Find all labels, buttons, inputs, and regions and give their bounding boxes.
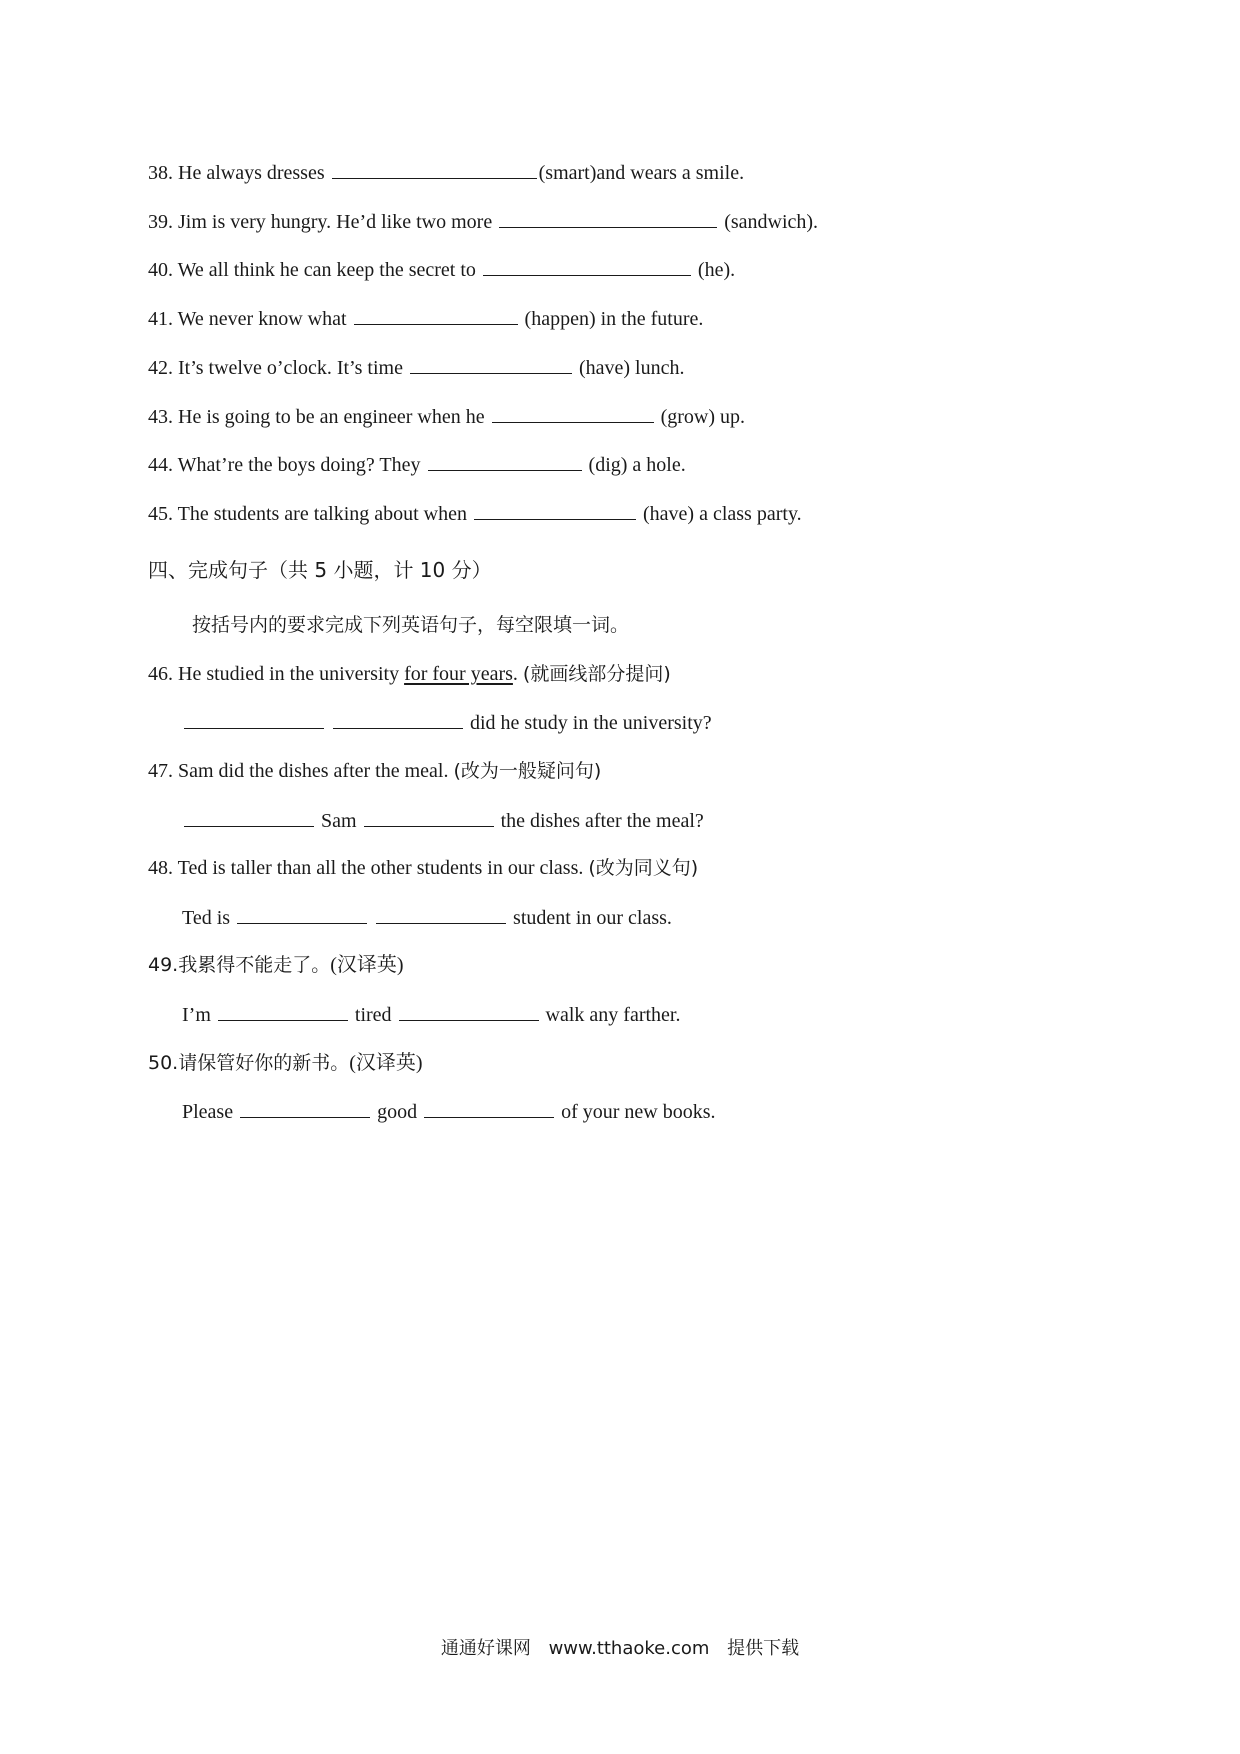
answer-blank[interactable] (240, 1097, 370, 1118)
question-instruction: (汉译英) (330, 954, 404, 976)
answer-blank[interactable] (474, 499, 636, 520)
question-text: 47. Sam did the dishes after the meal. (148, 760, 454, 782)
question-text: 40. We all think he can keep the secret to (148, 259, 481, 281)
answer-blank[interactable] (333, 708, 463, 729)
question-41 (148, 304, 703, 333)
question-46 (148, 660, 671, 688)
answer-blank[interactable] (184, 806, 314, 827)
question-text: 44. What’re the boys doing? They (148, 454, 426, 476)
question-text-suffix: . (512, 663, 523, 685)
answer-blank[interactable] (483, 255, 691, 276)
question-text: 43. He is going to be an engineer when he (148, 406, 490, 428)
question-instruction: (就画线部分提问) (522, 663, 671, 685)
answer-text: the dishes after the meal? (495, 810, 704, 832)
question-38 (148, 158, 744, 187)
answer-text: student in our class. (508, 907, 672, 929)
question-text: 42. It’s twelve o’clock. It’s time (148, 357, 408, 379)
answer-text: did he study in the university? (465, 712, 712, 734)
page-footer (0, 1634, 1240, 1660)
question-hint: (have) a class party. (638, 503, 802, 525)
answer-line-46 (182, 708, 712, 737)
answer-blank[interactable] (424, 1097, 554, 1118)
answer-text: walk any farther. (540, 1004, 681, 1026)
answer-line-50 (182, 1097, 716, 1126)
answer-line-47 (182, 806, 704, 835)
footer-site-name: 通通好课网 (440, 1638, 531, 1659)
answer-blank[interactable] (376, 903, 506, 924)
answer-blank[interactable] (237, 903, 367, 924)
answer-blank[interactable] (499, 207, 717, 228)
section-instruction: 按括号内的要求完成下列英语句子，每空限填一词。 (192, 614, 630, 636)
question-text: 49.我累得不能走了。 (148, 954, 331, 976)
footer-url[interactable]: www.tthaoke.com (548, 1638, 710, 1659)
question-47 (148, 757, 601, 785)
underlined-phrase: for four years (404, 663, 513, 685)
answer-line-48 (182, 903, 672, 932)
answer-blank[interactable] (218, 1000, 348, 1021)
question-44 (148, 450, 686, 479)
question-43 (148, 402, 745, 431)
question-instruction: (汉译英) (349, 1052, 423, 1074)
answer-text: I’m (182, 1004, 216, 1026)
answer-blank[interactable] (410, 353, 572, 374)
answer-blank[interactable] (492, 402, 654, 423)
answer-blank[interactable] (184, 708, 324, 729)
footer-tagline: 提供下载 (727, 1638, 800, 1659)
question-40 (148, 255, 735, 284)
question-text: 41. We never know what (148, 308, 352, 330)
question-hint: (grow) up. (655, 406, 746, 428)
answer-blank[interactable] (399, 1000, 539, 1021)
question-text: 45. The students are talking about when (148, 503, 473, 525)
question-hint: (dig) a hole. (583, 454, 686, 476)
question-instruction: (改为一般疑问句) (453, 760, 602, 782)
question-hint: (have) lunch. (573, 357, 685, 379)
answer-text: good (372, 1101, 423, 1123)
question-hint: (sandwich). (719, 211, 819, 233)
answer-text: Please (182, 1101, 239, 1123)
question-42 (148, 353, 684, 382)
question-hint: (he). (692, 259, 736, 281)
question-text: 50.请保管好你的新书。 (148, 1052, 350, 1074)
answer-blank[interactable] (364, 806, 494, 827)
answer-text: of your new books. (556, 1101, 716, 1123)
question-instruction: (改为同义句) (588, 857, 699, 879)
answer-text: tired (349, 1004, 397, 1026)
question-45 (148, 499, 802, 528)
question-hint: (smart)and wears a smile. (538, 162, 745, 184)
answer-blank[interactable] (354, 304, 518, 325)
answer-line-49 (182, 1000, 681, 1029)
answer-text: Ted is (182, 907, 236, 929)
question-50 (148, 1049, 423, 1077)
question-text: 46. He studied in the university (148, 663, 405, 685)
section-heading: 四、完成句子（共 5 小题，计 10 分） (148, 558, 492, 582)
question-text: 48. Ted is taller than all the other students in our class. (148, 857, 589, 879)
question-text: 38. He always dresses (148, 162, 330, 184)
question-text: 39. Jim is very hungry. He’d like two more (148, 211, 498, 233)
answer-blank[interactable] (332, 158, 537, 179)
question-49 (148, 951, 404, 979)
answer-blank[interactable] (428, 450, 582, 471)
question-39 (148, 207, 818, 236)
question-48 (148, 854, 698, 882)
answer-text: Sam (316, 810, 362, 832)
question-hint: (happen) in the future. (519, 308, 704, 330)
